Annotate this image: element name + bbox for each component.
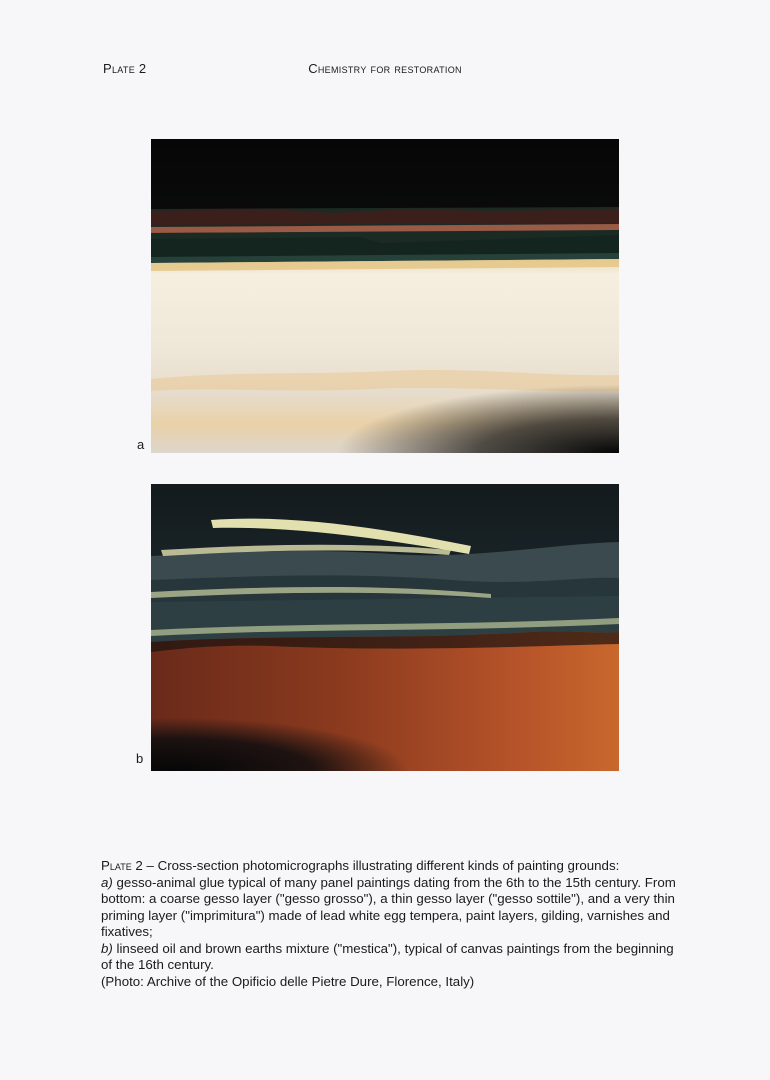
figure-label-b: b	[136, 751, 144, 766]
caption-a-text: gesso-animal glue typical of many panel paintings dating from the 6th to the 15th century. From bottom: a coarse gesso layer ("gesso grosso"), a thin gesso layer ("gesso sottile"), and a very thin priming layer ("imprimitura") made of lead white egg tempera, paint layers, gilding, varnishes and fixatives;	[101, 874, 676, 939]
caption-photo-credit: (Photo: Archive of the Opificio delle Pietre Dure, Florence, Italy)	[101, 973, 475, 989]
photomicrograph-b	[151, 484, 619, 771]
caption-b-text: linseed oil and brown earths mixture ("mestica"), typical of canvas paintings from the beginning of the 16th century.	[101, 940, 674, 972]
caption-part-a	[101, 875, 681, 941]
caption-a-mark: a)	[101, 874, 113, 890]
figure-label-a: a	[137, 437, 145, 452]
caption-plate-word: Plate 2	[101, 858, 143, 873]
caption-intro-text: – Cross-section photomicrographs illustrating different kinds of painting grounds:	[142, 858, 620, 873]
photomicrograph-a	[151, 139, 619, 453]
caption-b-mark: b)	[101, 940, 113, 956]
caption-part-b	[101, 941, 681, 974]
running-header-plate: Plate 2	[103, 61, 147, 76]
figure-caption	[101, 858, 681, 990]
running-header-title: Chemistry for restoration	[308, 61, 462, 76]
caption-intro	[101, 858, 681, 875]
